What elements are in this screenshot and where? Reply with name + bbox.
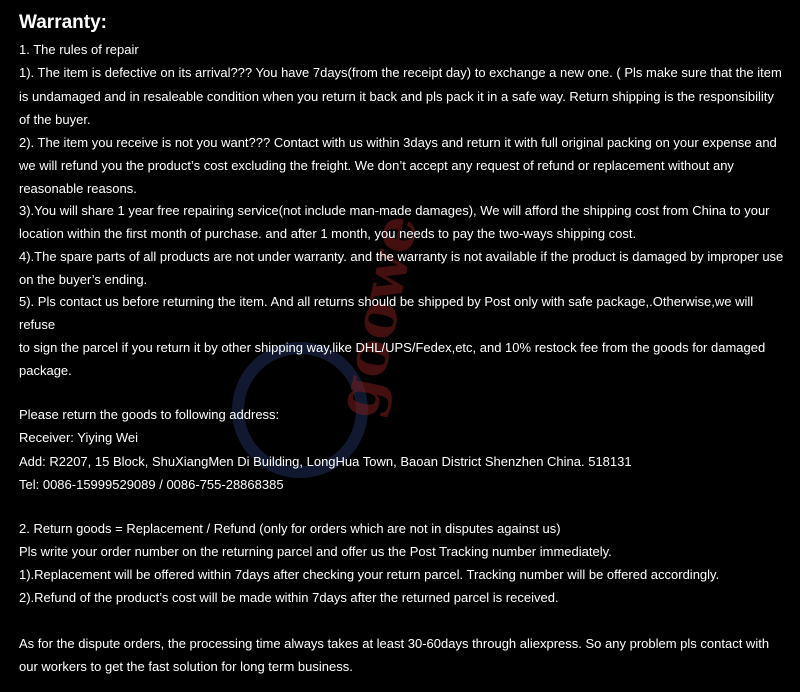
rule-5-line-3: to sign the parcel if you return it by other shipping way,like DHL/UPS/Fedex,etc, and 10% restock fee from the goods for damaged <box>19 340 766 355</box>
rule-1-line-2: is undamaged and in resaleable condition when you return it back and pls pack it in a safe way. Return shipping is the responsibility <box>19 89 774 104</box>
rule-1-line-3: of the buyer. <box>19 112 91 127</box>
rule-3-line-2: location within the first month of purchase. and after 1 month, you needs to pay the two-ways shipping cost. <box>19 226 637 241</box>
rule-4-line-1: 4).The spare parts of all products are not under warranty. and the warranty is not available if the product is damaged by improper use <box>19 249 784 264</box>
watermark-text: goowe <box>322 208 432 423</box>
replacement-line: 1).Replacement will be offered within 7days after checking your return parcel. Tracking number will be offered accordingly. <box>19 567 720 582</box>
telephone-line: Tel: 0086-15999529089 / 0086-755-28868385 <box>19 477 284 492</box>
return-address-heading: Please return the goods to following address: <box>19 407 280 422</box>
rule-1-line-1: 1). The item is defective on its arrival??? You have 7days(from the receipt day) to exchange a new one. ( Pls make sure that the item <box>19 65 782 80</box>
rule-5-line-4: package. <box>19 363 72 378</box>
dispute-line-2: our workers to get the fast solution for long term business. <box>19 659 353 674</box>
rule-5-line-1: 5). Pls contact us before returning the item. And all returns should be shipped by Post only with safe package,.Otherwise,we will <box>19 294 754 309</box>
dispute-line-1: As for the dispute orders, the processing time always takes at least 30-60days through aliexpress. So any problem pls contact with <box>19 636 770 651</box>
return-goods-heading: 2. Return goods = Replacement / Refund (only for orders which are not in disputes against us) <box>19 521 561 536</box>
address-line: Add: R2207, 15 Block, ShuXiangMen Di Building, LongHua Town, Baoan District Shenzhen China. 518131 <box>19 454 632 469</box>
page-title: Warranty: <box>19 12 107 33</box>
rule-2-line-3: reasonable reasons. <box>19 181 137 196</box>
rule-4-line-2: on the buyer’s ending. <box>19 272 148 287</box>
order-number-instruction: Pls write your order number on the returning parcel and offer us the Post Tracking number immediately. <box>19 544 612 559</box>
receiver-line: Receiver: Yiying Wei <box>19 430 138 445</box>
rule-3-line-1: 3).You will share 1 year free repairing service(not include man-made damages), We will afford the shipping cost from China to your <box>19 203 770 218</box>
rule-2-line-2: we will refund you the product’s cost excluding the freight. We don’t accept any request of refund or replacement without any <box>19 158 734 173</box>
repair-rules-heading: 1. The rules of repair <box>19 42 139 57</box>
refund-line: 2).Refund of the product’s cost will be made within 7days after the returned parcel is received. <box>19 590 559 605</box>
rule-2-line-1: 2). The item you receive is not you want??? Contact with us within 3days and return it with full original packing on your expense and <box>19 135 777 150</box>
rule-5-line-2: refuse <box>19 317 56 332</box>
